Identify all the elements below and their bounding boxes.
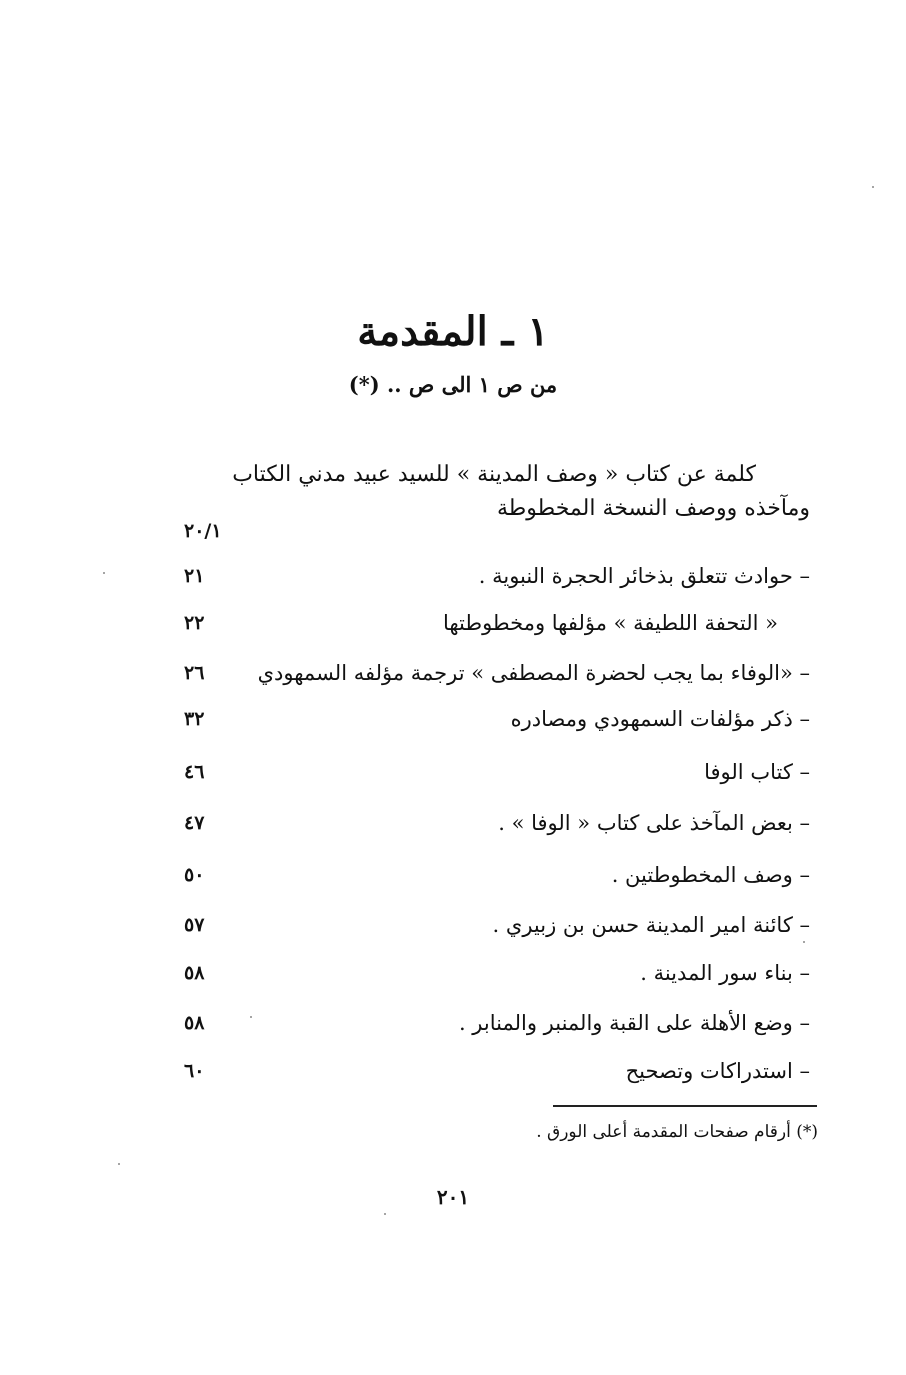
toc-entry — [170, 655, 810, 691]
scan-speck — [384, 1213, 386, 1215]
toc-entry-page: ٦٠ — [184, 1060, 205, 1082]
toc-entry-text: – كائنة امير المدينة حسن بن زبيري . — [492, 913, 810, 937]
scan-speck — [103, 572, 105, 574]
toc-entry-page: ٢١ — [184, 565, 205, 587]
toc-entry-text: – وضع الأهلة على القبة والمنبر والمنابر . — [458, 1011, 810, 1035]
toc-entry — [170, 805, 810, 841]
toc-entry-page: ٣٢ — [184, 708, 205, 730]
toc-entry — [170, 701, 810, 737]
toc-entry-text: – ذكر مؤلفات السمهودي ومصادره — [510, 707, 810, 731]
intro-page-row — [170, 513, 810, 549]
toc-entry-page: ٥٨ — [184, 1012, 205, 1034]
toc-entry-text: – حوادث تتعلق بذخائر الحجرة النبوية . — [478, 564, 810, 588]
toc-entry — [170, 605, 810, 641]
toc-entry — [170, 857, 810, 893]
toc-entry-text: « التحفة اللطيفة » مؤلفها ومخطوطتها — [442, 611, 778, 635]
footnote-divider — [553, 1105, 817, 1107]
toc-entry-text: – «الوفاء بما يجب لحضرة المصطفى » ترجمة مؤلفه السمهودي — [257, 661, 810, 685]
section-heading: ١ ـ المقدمة — [357, 308, 549, 355]
intro-page-number: ٢٠/١ — [184, 520, 222, 542]
toc-entry-page: ٤٧ — [184, 812, 205, 834]
toc-entry-page: ٥٠ — [184, 864, 205, 886]
toc-entry — [170, 1005, 810, 1041]
toc-entry-text: – كتاب الوفا — [704, 760, 810, 784]
footnote: (*) أرقام صفحات المقدمة أعلى الورق . — [536, 1122, 818, 1142]
scan-speck — [250, 1016, 252, 1018]
intro-line-2: ومآخذه ووصف النسخة المخطوطة — [497, 496, 810, 521]
toc-entry-page: ٥٨ — [184, 962, 205, 984]
scan-speck — [803, 941, 805, 943]
toc-entry-page: ٢٢ — [184, 612, 205, 634]
toc-entry — [170, 907, 810, 943]
toc-entry-text: – استدراكات وتصحيح — [625, 1059, 810, 1083]
toc-entry-text: – بعض المآخذ على كتاب « الوفا » . — [498, 811, 810, 835]
toc-entry-text: – بناء سور المدينة . — [640, 961, 810, 985]
toc-entry-page: ٥٧ — [184, 914, 205, 936]
toc-entry — [170, 558, 810, 594]
toc-entry — [170, 754, 810, 790]
toc-entry — [170, 955, 810, 991]
scan-speck — [118, 1163, 120, 1165]
toc-entry-page: ٢٦ — [184, 662, 205, 684]
toc-entry-text: – وصف المخطوطتين . — [611, 863, 810, 887]
intro-line-1: كلمة عن كتاب « وصف المدينة » للسيد عبيد مدني الكتاب — [232, 462, 756, 487]
page-number: ٢٠١ — [436, 1185, 470, 1209]
toc-entry-page: ٤٦ — [184, 761, 205, 783]
scan-speck — [872, 186, 874, 188]
toc-entry — [170, 1053, 810, 1089]
page-range-subheading: من ص ١ الى ص .. (*) — [348, 372, 558, 397]
